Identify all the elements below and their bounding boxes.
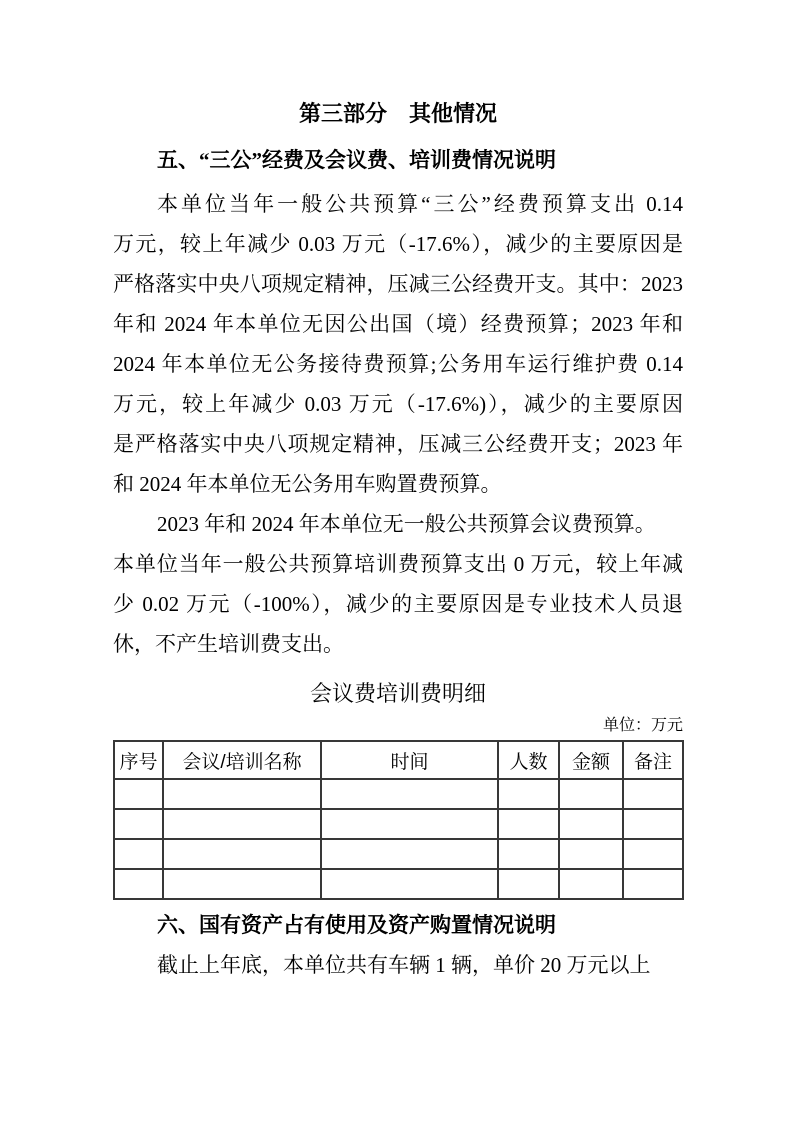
table-cell bbox=[623, 839, 683, 869]
table-cell bbox=[321, 809, 498, 839]
table-cell bbox=[114, 869, 163, 899]
unit-label: 单位：万元 bbox=[602, 717, 683, 734]
body-line: 2023 年和 2024 年本单位无一般公共预算会议费预算。 bbox=[157, 512, 656, 536]
body-line: 2024 年本单位无公务接待费预算;公务用车运行维护费 0.14 bbox=[113, 352, 683, 376]
body-line: 年和 2024 年本单位无因公出国（境）经费预算；2023 年和 bbox=[113, 312, 683, 336]
body-line: 本单位当年一般公共预算培训费预算支出 0 万元，较上年减 bbox=[113, 552, 683, 576]
table-row bbox=[114, 869, 683, 899]
body-line: 休，不产生培训费支出。 bbox=[113, 632, 344, 656]
table-row bbox=[114, 839, 683, 869]
body-line: 截止上年底，本单位共有车辆 1 辆，单价 20 万元以上 bbox=[157, 953, 651, 977]
body-line: 和 2024 年本单位无公务用车购置费预算。 bbox=[113, 472, 502, 496]
table-title: 会议费培训费明细 bbox=[309, 681, 486, 706]
table-cell bbox=[163, 839, 321, 869]
table-cell bbox=[498, 869, 559, 899]
table-header-cell: 金额 bbox=[559, 741, 623, 779]
table-cell bbox=[623, 869, 683, 899]
table-cell bbox=[498, 779, 559, 809]
table-row bbox=[114, 809, 683, 839]
table-cell bbox=[498, 839, 559, 869]
section5-body bbox=[113, 184, 683, 664]
table-cell bbox=[623, 779, 683, 809]
table-cell bbox=[163, 809, 321, 839]
meeting-training-table bbox=[113, 740, 684, 900]
table-header-cell: 人数 bbox=[498, 741, 559, 779]
table-cell bbox=[559, 809, 623, 839]
table-cell bbox=[114, 779, 163, 809]
table-cell bbox=[163, 779, 321, 809]
table-row bbox=[114, 779, 683, 809]
section6-body bbox=[113, 945, 683, 985]
table-cell bbox=[163, 869, 321, 899]
section5-heading: 五、“三公”经费及会议费、培训费情况说明 bbox=[157, 148, 556, 172]
table-header-cell: 时间 bbox=[321, 741, 498, 779]
body-line: 少 0.02 万元（-100%），减少的主要原因是专业技术人员退 bbox=[113, 592, 683, 616]
table-cell bbox=[623, 809, 683, 839]
table-cell bbox=[321, 839, 498, 869]
body-line: 本单位当年一般公共预算“三公”经费预算支出 0.14 bbox=[157, 192, 683, 216]
body-line: 万元，较上年减少 0.03 万元（-17.6%)），减少的主要原因 bbox=[113, 392, 683, 416]
table-header-row bbox=[114, 741, 683, 779]
table-cell bbox=[114, 809, 163, 839]
table-cell bbox=[321, 779, 498, 809]
table-header-cell: 备注 bbox=[623, 741, 683, 779]
body-line: 严格落实中央八项规定精神，压减三公经费开支。其中：2023 bbox=[113, 272, 683, 296]
table-cell bbox=[559, 839, 623, 869]
table-cell bbox=[498, 809, 559, 839]
table-header-cell: 序号 bbox=[114, 741, 163, 779]
body-line: 是严格落实中央八项规定精神，压减三公经费开支；2023 年 bbox=[113, 432, 683, 456]
table-cell bbox=[559, 869, 623, 899]
table-cell bbox=[114, 839, 163, 869]
section6-heading: 六、国有资产占有使用及资产购置情况说明 bbox=[157, 913, 556, 937]
table-header-cell: 会议/培训名称 bbox=[163, 741, 321, 779]
table-cell bbox=[321, 869, 498, 899]
part-title: 第三部分 其他情况 bbox=[298, 101, 497, 126]
body-line: 万元，较上年减少 0.03 万元（-17.6%），减少的主要原因是 bbox=[113, 232, 683, 256]
table-cell bbox=[559, 779, 623, 809]
